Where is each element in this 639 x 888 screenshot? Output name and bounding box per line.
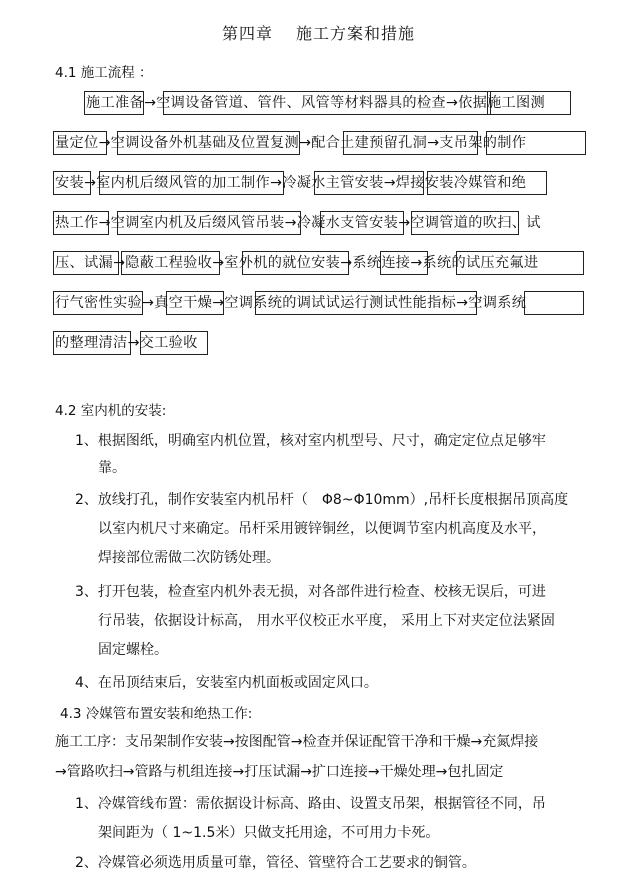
section-4-2-heading: 4.2 室内机的安装:: [55, 403, 167, 419]
section-4-2-line: 4、在吊顶结束后，安装室内机面板或固定风口。: [75, 675, 378, 691]
flow-line-2: 量定位→空调设备外机基础及位置复测→配合土建预留孔洞→支吊架的制作: [55, 135, 527, 151]
flow-line-1: 施工准备→空调设备管道、管件、风管等材料器具的检查→依据施工图测: [86, 95, 546, 111]
flow-box: [524, 291, 584, 315]
section-4-3-line: 架间距为（ 1~1.5米）只做支托用途，不可用力卡死。: [98, 825, 440, 841]
section-4-2-line: 行吊装，依据设计标高， 用水平仪校正水平度， 采用上下对夹定位法紧固: [98, 613, 555, 629]
section-4-1-heading: 4.1 施工流程 ：: [55, 65, 153, 81]
section-4-3-heading: 4.3 冷媒管布置安装和绝热工作:: [60, 706, 253, 722]
section-4-3-line: 1、冷媒管线布置：需依据设计标高、路由、设置支吊架，根据管径不同，吊: [75, 796, 546, 812]
chapter-title: 施工方案和措施: [296, 24, 416, 43]
flow-line-7: 的整理清洁→交工验收: [55, 335, 198, 351]
section-4-2-line: 以室内机尺寸来确定。吊杆采用镀锌铜丝，以便调节室内机高度及水平，: [98, 521, 546, 537]
section-4-2-line: 3、打开包装，检查室内机外表无损，对各部件进行检查、校核无误后，可进: [75, 584, 546, 600]
flow-line-4: 热工作→空调室内机及后缀风管吊装→冷凝水支管安装→空调管道的吹扫、试: [55, 215, 541, 231]
flow-line-3: 安装→室内机后缀风管的加工制作→冷凝水主管安装→焊接安装冷媒管和绝: [55, 175, 527, 191]
chapter-number: 第四章: [222, 24, 274, 43]
section-4-2-line: 固定螺栓。: [98, 642, 168, 658]
section-4-2-line: 1、根据图纸，明确室内机位置，核对室内机型号、尺寸，确定定位点足够牢: [75, 433, 546, 449]
flow-line-6: 行气密性实验→真空干燥→空调系统的调试试运行测试性能指标→空调系统: [55, 295, 527, 311]
section-4-2-line: 2、放线打孔，制作安装室内机吊杆（ Φ8~Φ10mm）,吊杆长度根据吊顶高度: [75, 492, 569, 508]
section-4-3-line: →管路吹扫→管路与机组连接→打压试漏→扩口连接→干燥处理→包扎固定: [55, 764, 504, 780]
section-4-3-line: 2、冷媒管必须选用质量可靠，管径、管壁符合工艺要求的铜管。: [75, 855, 476, 871]
section-4-2-line: 靠。: [98, 460, 126, 476]
section-4-2-line: 焊接部位需做二次防锈处理。: [98, 550, 280, 566]
flow-line-5: 压、试漏→隐蔽工程验收→室外机的就位安装→系统连接→系统的试压充氟进: [55, 255, 539, 271]
section-4-3-line: 施工工序：支吊架制作安装→按图配管→检查并保证配管干净和干燥→充氮焊接: [55, 734, 539, 750]
